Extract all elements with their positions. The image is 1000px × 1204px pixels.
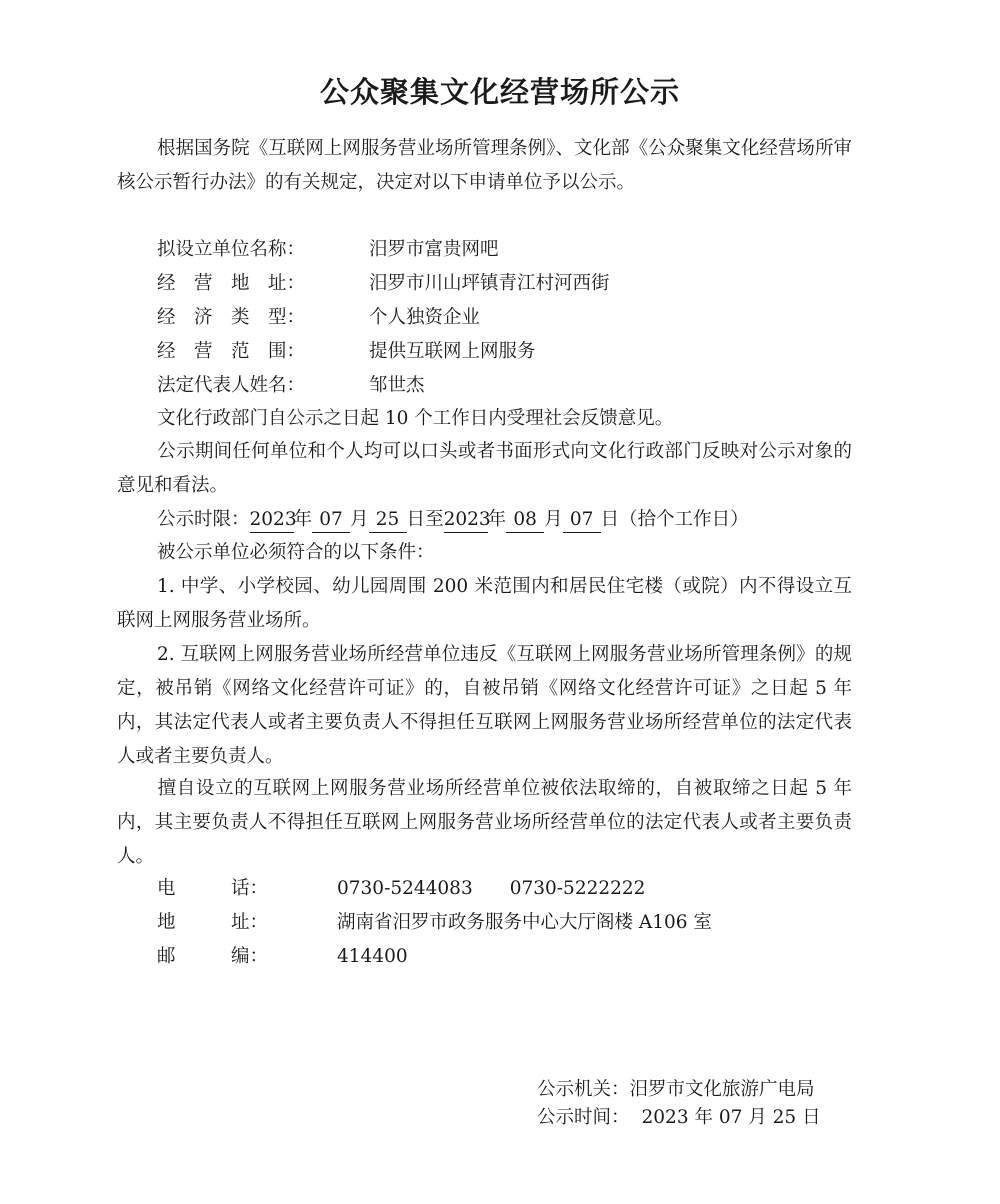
field-label: 经 营 范 围： xyxy=(157,341,306,362)
period-start-year: 2023 xyxy=(250,508,294,533)
signature-org: 汨罗市文化旅游广电局 xyxy=(629,1079,815,1100)
condition-1-paragraph xyxy=(117,570,852,638)
contact-label: 地 址： xyxy=(157,912,269,933)
contact-value: 0730-5244083 0730-5222222 xyxy=(337,878,646,899)
field-value: 邹世杰 xyxy=(369,375,425,396)
notice-feedback: 文化行政部门自公示之日起 10 个工作日内受理社会反馈意见。 xyxy=(157,408,674,429)
field-label: 经 营 地 址： xyxy=(157,273,306,294)
period-start-day: 25 xyxy=(369,508,407,533)
field-value: 提供互联网上网服务 xyxy=(369,341,536,362)
field-label: 拟设立单位名称： xyxy=(157,239,306,260)
notice-objection-text: 公示期间任何单位和个人均可以口头或者书面形式向文化行政部门反映对公示对象的意见和看法。 xyxy=(117,441,852,496)
condition-3-text: 擅自设立的互联网上网服务营业场所经营单位被依法取缔的，自被取缔之日起 5 年内，其主要负责人不得担任互联网上网服务营业场所经营单位的法定代表人或者主要负责人。 xyxy=(117,778,852,867)
period-line xyxy=(157,503,749,537)
signature-date-line xyxy=(537,1104,821,1132)
field-row-address xyxy=(157,267,610,301)
field-label: 经 济 类 型： xyxy=(157,307,306,328)
field-row-economic-type xyxy=(157,301,480,335)
field-value: 汨罗市富贵网吧 xyxy=(369,239,499,260)
field-label: 法定代表人姓名： xyxy=(157,375,306,396)
condition-2-paragraph xyxy=(117,638,852,774)
condition-2-text: 2. 互联网上网服务营业场所经营单位违反《互联网上网服务营业场所管理条例》的规定，被吊销《网络文化经营许可证》的，自被吊销《网络文化经营许可证》之日起 5 年内，其法定代表人或者主要负责人不得担任互联网上网服务营业场所经营单位的法定代表人或者主要负责人。 xyxy=(117,644,852,767)
contact-phone-row xyxy=(157,872,645,906)
period-prefix: 公示时限： xyxy=(157,509,250,530)
contact-label: 电 话： xyxy=(157,878,269,899)
signature-date: 2023 年 07 月 25 日 xyxy=(641,1107,821,1128)
condition-1-text: 1. 中学、小学校园、幼儿园周围 200 米范围内和居民住宅楼（或院）内不得设立互联网上网服务营业场所。 xyxy=(117,576,852,631)
field-value: 汨罗市川山坪镇青江村河西街 xyxy=(369,273,610,294)
signature-org-label: 公示机关： xyxy=(537,1079,630,1100)
period-month-char: 月 xyxy=(350,509,369,530)
period-year-char: 年 xyxy=(293,509,313,530)
period-suffix: （拾个工作日） xyxy=(619,509,749,530)
period-year-char: 年 xyxy=(487,509,507,530)
field-row-representative xyxy=(157,369,425,403)
contact-value: 414400 xyxy=(337,946,408,967)
field-value: 个人独资企业 xyxy=(369,307,481,328)
intro-text: 根据国务院《互联网上网服务营业场所管理条例》、文化部《公众聚集文化经营场所审核公示暂行办法》的有关规定，决定对以下申请单位予以公示。 xyxy=(117,138,852,193)
signature-org-line xyxy=(537,1076,815,1104)
contact-label: 邮 编： xyxy=(157,946,269,967)
period-end-day: 07 xyxy=(563,508,601,533)
contact-postcode-row xyxy=(157,940,408,974)
condition-3-paragraph xyxy=(117,772,852,874)
signature-date-label: 公示时间： xyxy=(537,1107,630,1128)
period-day-char: 日 xyxy=(600,509,620,530)
page-title: 公众聚集文化经营场所公示 xyxy=(319,75,680,109)
field-row-name xyxy=(157,233,499,267)
period-month-char: 月 xyxy=(544,509,563,530)
intro-paragraph xyxy=(117,132,852,200)
period-to: 至 xyxy=(425,509,444,530)
period-end-month: 08 xyxy=(506,508,544,533)
contact-value: 湖南省汨罗市政务服务中心大厅阁楼 A106 室 xyxy=(337,912,712,933)
notice-objection-paragraph xyxy=(117,435,852,503)
conditions-title: 被公示单位必须符合的以下条件： xyxy=(157,542,435,563)
period-day-char: 日 xyxy=(406,509,426,530)
period-end-year: 2023 xyxy=(444,508,488,533)
field-row-scope xyxy=(157,335,536,369)
contact-address-row xyxy=(157,906,712,940)
period-start-month: 07 xyxy=(312,508,350,533)
